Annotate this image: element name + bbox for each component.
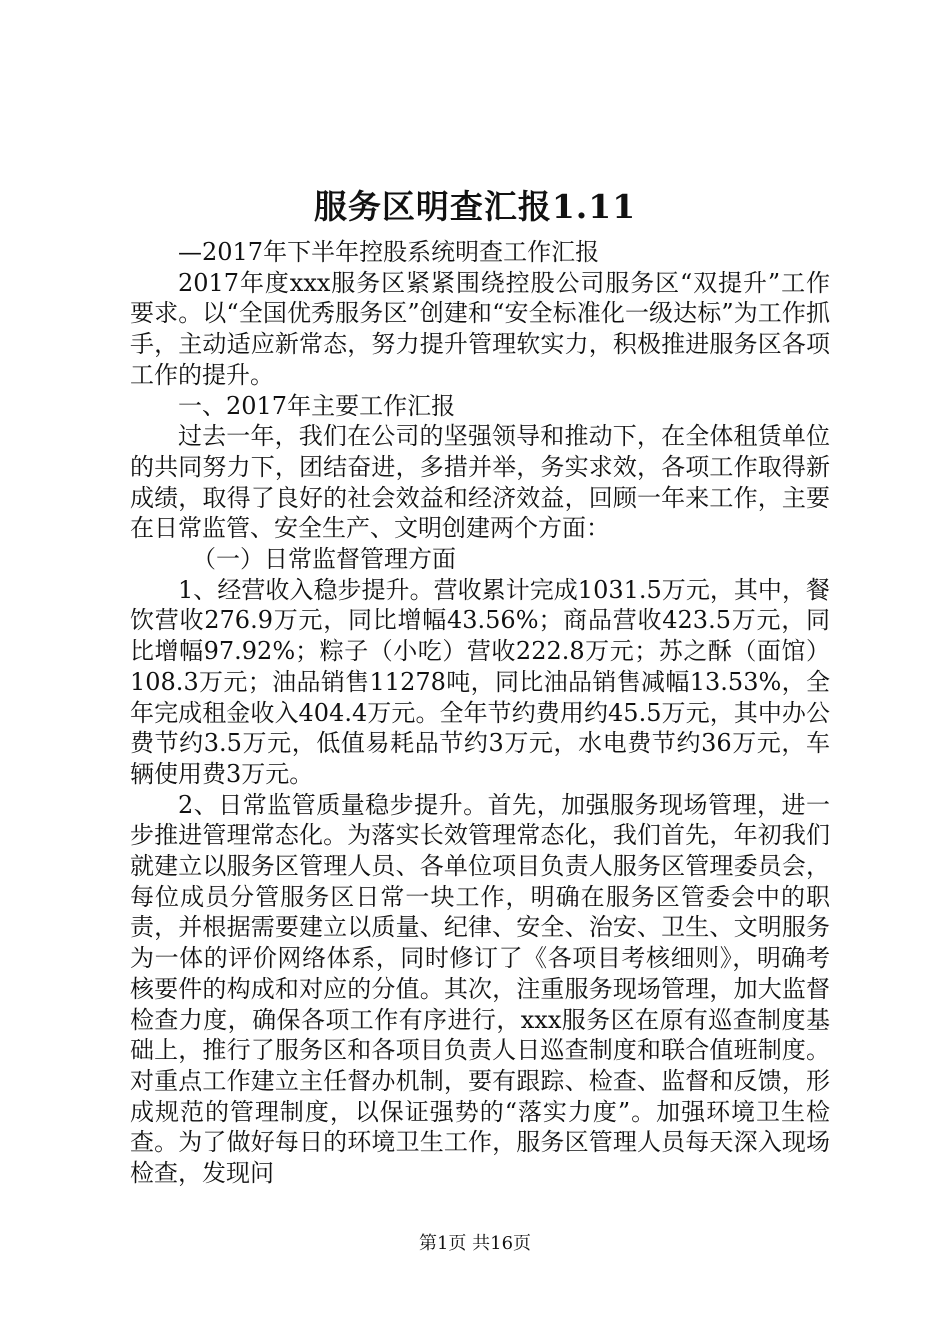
review-paragraph: 过去一年，我们在公司的坚强领导和推动下，在全体租赁单位的共同努力下，团结奋进，多措并举，务实求效，各项工作取得新成绩，取得了良好的社会效益和经济效益，回顾一年来工作，主要在日常监管、安全生产、文明创建两个方面： (130, 422, 830, 543)
supervision-paragraph: 2、日常监管质量稳步提升。首先，加强服务现场管理，进一步推进管理常态化。为落实长效管理常态化，我们首先，年初我们就建立以服务区管理人员、各单位项目负责人服务区管理委员会，每位成员分管服务区日常一块工作，明确在服务区管委会中的职责，并根据需要建立以质量、纪律、安全、治安、卫生、文明服务为一体的评价网络体系，同时修订了《各项目考核细则》，明确考核要件的构成和对应的分值。其次，注重服务现场管理，加大监督检查力度，确保各项工作有序进行，xxx服务区在原有巡查制度基础上，推行了服务区和各项目负责人日巡查制度和联合值班制度。对重点工作建立主任督办机制，要有跟踪、检查、监督和反馈，形成规范的管理制度，以保证强势的“落实力度”。加强环境卫生检查。为了做好每日的环境卫生工作，服务区管理人员每天深入现场检查，发现问 (130, 790, 830, 1188)
subtitle-paragraph: —2017年下半年控股系统明查工作汇报 (178, 238, 600, 266)
intro-paragraph: 2017年度xxx服务区紧紧围绕控股公司服务区“双提升”工作要求。以“全国优秀服务区”创建和“安全标准化一级达标”为工作抓手，主动适应新常态，努力提升管理软实力，积极推进服务区各项工作的提升。 (130, 268, 830, 389)
section-heading: 一、2017年主要工作汇报 (178, 391, 456, 420)
revenue-paragraph: 1、经营收入稳步提升。营收累计完成1031.5万元，其中，餐饮营收276.9万元，同比增幅43.56%；商品营收423.5万元，同比增幅97.92%；粽子（小吃）营收222.8万元；苏之酥（面馆）108.3万元；油品销售11278吨，同比油品销售减幅13.53%，全年完成租金收入404.4万元。全年节约费用约45.5万元，其中办公费节约3.5万元，低值易耗品节约3万元，水电费节约36万元，车辆使用费3万元。 (130, 575, 830, 788)
subsection-heading: （一）日常监督管理方面 (192, 545, 456, 574)
document-body (130, 237, 830, 1189)
document-title: 服务区明查汇报1.11 (313, 187, 637, 226)
page-number-footer: 第1页 共16页 (418, 1233, 532, 1254)
